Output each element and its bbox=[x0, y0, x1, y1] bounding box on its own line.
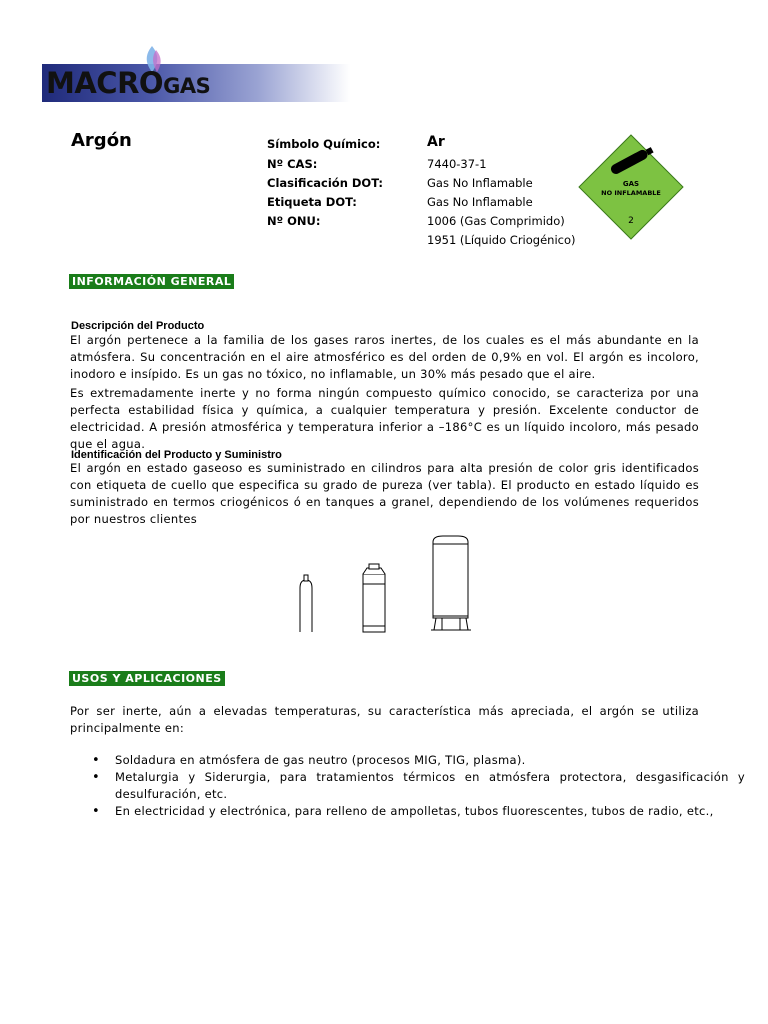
list-item: • En electricidad y electrónica, para relleno de ampolletas, tubos fluorescentes, tubos de radio, etc., bbox=[115, 803, 745, 820]
property-value: 7440-37-1 bbox=[427, 157, 487, 171]
identification-subtitle: Identificación del Producto y Suministro bbox=[71, 449, 282, 461]
hazard-class: 2 bbox=[628, 216, 634, 226]
property-label: Nº ONU: bbox=[267, 214, 321, 228]
description-subtitle: Descripción del Producto bbox=[71, 320, 205, 332]
hazard-line1: GAS bbox=[622, 180, 640, 188]
description-paragraph-1: El argón pertenece a la familia de los gases raros inertes, de los cuales es el más abundante en la atmósfera. Su concentración en el aire atmosférico es del orden de 0,9% en vol. El argón es incoloro, inodoro e insípido. Es un gas no tóxico, no inflamable, un 30% más pesado que el aire. bbox=[70, 333, 699, 381]
identification-paragraph: El argón en estado gaseoso es suministrado en cilindros para alta presión de color gris identificados con etiqueta de cuello que especifica su grado de pureza (ver tabla). El producto en estado líquido es suministrado en termos criogénicos ó en tanques a granel, dependiendo de los volúmenes requeridos por nuestros clientes bbox=[70, 461, 699, 526]
product-title: Argón bbox=[71, 130, 132, 151]
property-label: Clasificación DOT: bbox=[267, 176, 384, 190]
uses-list bbox=[70, 752, 745, 820]
list-item: • Soldadura en atmósfera de gas neutro (procesos MIG, TIG, plasma). bbox=[115, 752, 745, 769]
property-label: Etiqueta DOT: bbox=[267, 195, 357, 209]
property-value: Ar bbox=[427, 134, 445, 150]
cylinders-illustration bbox=[290, 530, 490, 640]
property-value-extra: 1951 (Líquido Criogénico) bbox=[427, 233, 576, 247]
large-tank-icon bbox=[431, 536, 471, 630]
logo-main-text: MACRO bbox=[46, 66, 164, 100]
property-label: Nº CAS: bbox=[267, 157, 318, 171]
list-item: • Metalurgia y Siderurgia, para tratamientos térmicos en atmósfera protectora, desgasificación y desulfuración, etc. bbox=[115, 769, 745, 803]
section-header-general: INFORMACIÓN GENERAL bbox=[69, 274, 234, 289]
uses-intro: Por ser inerte, aún a elevadas temperaturas, su característica más apreciada, el argón se utiliza principalmente en: bbox=[70, 704, 699, 735]
hazard-line2: NO INFLAMABLE bbox=[601, 189, 661, 197]
description-paragraph-2: Es extremadamente inerte y no forma ningún compuesto químico conocido, se caracteriza por una perfecta estabilidad física y química, a cualquier temperatura y presión. Excelente conductor de electricidad. A presión atmosférica y temperatura inferior a –186°C es un líquido incoloro, más pesado que el agua. bbox=[70, 386, 699, 451]
property-label: Símbolo Químico: bbox=[267, 137, 381, 151]
property-value: Gas No Inflamable bbox=[427, 195, 533, 209]
medium-cylinder-icon bbox=[363, 564, 385, 632]
logo-sub-text: GAS bbox=[163, 74, 211, 98]
section-header-uses: USOS Y APLICACIONES bbox=[69, 671, 225, 686]
small-cylinder-icon bbox=[300, 575, 312, 632]
property-value: 1006 (Gas Comprimido) bbox=[427, 214, 565, 228]
company-logo bbox=[46, 64, 210, 102]
hazard-diamond-icon bbox=[578, 134, 684, 240]
property-value: Gas No Inflamable bbox=[427, 176, 533, 190]
